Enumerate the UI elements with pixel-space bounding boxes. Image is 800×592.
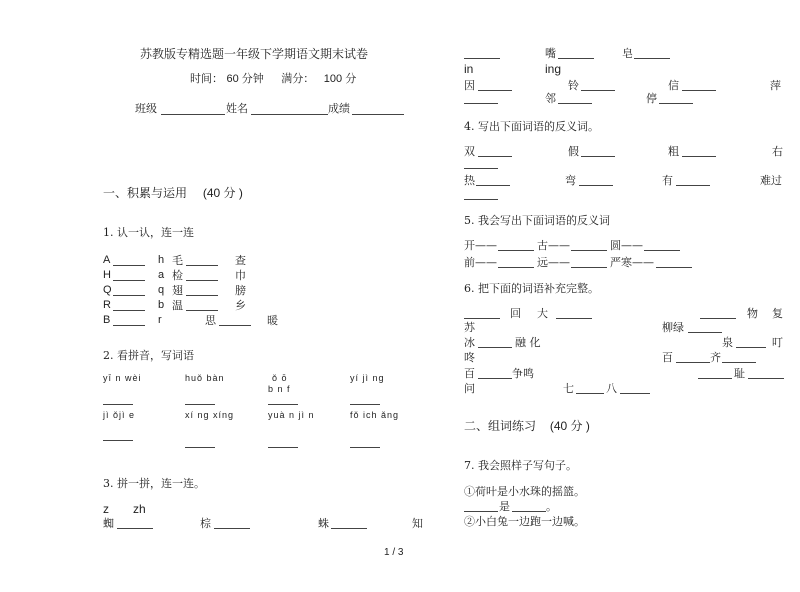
q1-left-q: Q [103,284,112,296]
q6-w18: 七 [563,382,574,395]
q3-char-2: 棕 [200,517,211,530]
q6-blank-13[interactable] [620,393,650,394]
q1-char-wen: 温 [172,299,183,312]
q1-mid-q: q [158,284,165,296]
q1-mid-h: h [158,254,165,266]
q5-word-yanhan: 严寒—— [610,256,654,269]
q7-title: 7. 我会照样子写句子。 [464,459,577,472]
q4-blank-re[interactable] [476,185,510,186]
q1-blank-a[interactable] [113,265,145,266]
q3-letter-z: z [103,502,109,516]
q7-blank-end: 。 [546,500,557,513]
q3-blank-3[interactable] [331,528,367,529]
q2-blank-8[interactable] [350,447,380,448]
q6-w7: 冰 [464,336,475,349]
q6-blank-7[interactable] [676,362,710,363]
time-value: 60 分钟 [226,73,264,85]
r-blank-ting[interactable] [659,103,693,104]
r-char-xin: 信 [668,79,679,92]
q7-example: ①荷叶是小水珠的摇篮。 [464,485,585,498]
q1-blank-si[interactable] [219,325,251,326]
q3-char-1: 蜘 [103,517,114,530]
q6-w14: 百 [464,367,475,380]
q5-blank-yuan2[interactable] [571,267,607,268]
q4-blank-wan[interactable] [579,185,613,186]
page-title: 苏教版专精选题一年级下学期语文期末试卷 [140,47,369,61]
q3-char-3: 蛛 [318,517,329,530]
q5-word-gu: 古—— [537,239,570,252]
q1-left-r: R [103,299,111,311]
q4-blank-nanguo[interactable] [464,199,498,200]
q6-w8: 融 化 [515,336,541,349]
name-blank[interactable] [251,114,328,115]
section1-title-text: 一、积累与运用 [103,186,188,200]
q1-title: 1. 认一认，连一连 [103,226,194,239]
q5-blank-gu[interactable] [571,250,607,251]
q6-w19: 八 [606,382,617,395]
q5-title: 5. 我会写出下面词语的反义词 [464,214,610,227]
score-label: 满分： [281,72,315,85]
q6-w17: 问 [464,382,475,395]
grade-label: 成绩 [328,102,350,115]
q6-w5: 苏 [464,321,475,334]
name-label: 姓名 [226,102,248,115]
q1-blank-wen[interactable] [186,310,218,311]
q1-char-nuan: 暖 [267,314,278,327]
q5-blank-qian[interactable] [498,267,534,268]
q1-char-bang: 膀 [235,284,246,297]
r-pinyin-ing: ing [545,62,562,76]
q1-blank-q[interactable] [113,295,145,296]
score-value: 100 分 [323,73,357,85]
q2-pinyin-7: yuà n jì n [268,410,315,420]
q6-w10: 叮 [772,336,783,349]
q2-pinyin-5: jì ǒjì e [103,410,136,420]
q2-title: 2. 看拼音，写词语 [103,349,194,362]
section2-title-text: 二、组词练习 [464,419,537,433]
q6-blank-3[interactable] [700,318,736,319]
q3-blank-1[interactable] [117,528,153,529]
q6-w11: 咚 [464,351,475,364]
q1-blank-h[interactable] [113,280,145,281]
q6-blank-5[interactable] [478,347,512,348]
class-label: 班级 [135,102,157,115]
q4-char-nanguo: 难过 [760,174,782,187]
r-char-ting: 停 [646,92,657,105]
grade-blank[interactable] [352,114,404,115]
r-blank-xin[interactable] [682,90,716,91]
q6-w3: 物 [747,307,758,320]
q2-blank-3[interactable] [268,404,298,405]
q2-blank-5[interactable] [103,440,133,441]
q2-pinyin-2: huǒ bàn [185,373,225,383]
q4-char-wan: 弯 [565,174,576,187]
time-label: 时间： [190,72,223,85]
q2-pinyin-1: yī n wèi [103,373,142,383]
q6-blank-10[interactable] [698,378,732,379]
q1-blank-chi[interactable] [186,295,218,296]
q2-blank-7[interactable] [268,447,298,448]
q4-char-cu: 粗 [668,145,679,158]
q2-pinyin-3: ǒ ō [272,373,288,383]
q7-blank-mid: 是 [499,500,510,513]
q1-left-a: A [103,254,111,266]
section2-title [464,420,590,432]
q1-blank-jian[interactable] [186,280,218,281]
r-top-blank-3[interactable] [634,58,670,59]
q1-char-chi: 翅 [172,284,183,297]
r-pinyin-in: in [464,62,474,76]
q2-blank-4[interactable] [350,404,380,405]
q4-blank-cu[interactable] [682,156,716,157]
q4-char-shuang: 双 [464,145,475,158]
q4-blank-jia[interactable] [581,156,615,157]
q5-blank-yanhan[interactable] [656,267,692,268]
q4-char-jia: 假 [568,145,579,158]
q1-char-jian: 检 [172,269,183,282]
section1-points: (40 分 ) [202,186,243,200]
r-char-ping: 萍 [770,79,781,92]
r-top-blank-2[interactable] [558,58,594,59]
q6-w4: 复 [772,307,783,320]
r-blank-lin[interactable] [558,103,592,104]
q3-letter-zh: zh [133,502,146,516]
q6-blank-2[interactable] [556,318,592,319]
q4-blank-shuang[interactable] [478,156,512,157]
q1-char-si: 思 [205,314,216,327]
q1-blank-b[interactable] [113,325,145,326]
q3-title: 3. 拼一拼，连一连。 [103,477,205,490]
q6-blank-9[interactable] [478,378,512,379]
r-top-char-zao: 皂 [622,47,633,60]
r-blank-ling[interactable] [581,90,615,91]
q1-char-cha: 查 [235,254,246,267]
q3-blank-2[interactable] [214,528,250,529]
q7-item2: ②小白兔一边跑一边喊。 [464,515,585,528]
q6-blank-1[interactable] [464,318,500,319]
q3-char-4: 知 [412,517,423,530]
q5-word-qian: 前—— [464,256,497,269]
q4-char-re: 热 [464,174,475,187]
q1-char-mao: 毛 [172,254,183,267]
q6-w2: 大 [537,307,548,320]
q4-blank-you2[interactable] [676,185,710,186]
q4-title: 4. 写出下面词语的反义词。 [464,120,599,133]
q2-pinyin-6: xí ng xíng [185,410,235,420]
section1-title [103,187,243,199]
q4-char-you2: 有 [662,174,673,187]
q5-blank-kai[interactable] [498,250,534,251]
time-info [190,73,356,85]
q6-w15: 争鸣 [512,367,534,380]
q2-pinyin-3b: b n f [268,384,291,394]
q1-char-jin: 巾 [235,269,246,282]
q4-blank-you[interactable] [464,168,498,169]
q6-w6: 柳绿 [662,321,684,334]
q2-blank-6[interactable] [185,447,215,448]
q7-blank-2[interactable] [512,511,546,512]
q6-blank-12[interactable] [576,393,604,394]
q1-mid-a: a [158,269,165,281]
q1-left-h: H [103,269,111,281]
q6-w12: 百 [662,351,673,364]
q6-title: 6. 把下面的词语补充完整。 [464,282,599,295]
r-blank-yin[interactable] [478,90,512,91]
q7-blank-1[interactable] [464,511,498,512]
q6-w16: 耻 [734,367,745,380]
q5-blank-yuan[interactable] [644,250,680,251]
q1-blank-r[interactable] [113,310,145,311]
q6-w1: 回 [510,307,521,320]
q5-word-yuan: 圆—— [610,239,643,252]
q1-char-xiang: 乡 [235,299,246,312]
q1-mid-b: b [158,299,165,311]
q6-w13: 齐 [710,351,721,364]
class-blank[interactable] [161,114,225,115]
q2-blank-2[interactable] [185,404,215,405]
r-top-char-zui: 嘴 [545,47,556,60]
r-top-blank-1[interactable] [464,58,500,59]
q2-pinyin-8: fǒ ich ǎng [350,410,400,420]
q1-blank-mao[interactable] [186,265,218,266]
q6-blank-6[interactable] [736,347,766,348]
r-char-yin: 因 [464,79,475,92]
q1-mid-r: r [158,314,162,326]
q6-blank-4[interactable] [688,332,722,333]
q6-blank-8[interactable] [722,362,756,363]
r-char-ling: 铃 [568,79,579,92]
q4-char-you: 右 [772,145,783,158]
q1-left-b: B [103,314,111,326]
q5-word-yuan2: 远—— [537,256,570,269]
page-number: 1 / 3 [384,547,404,558]
q5-word-kai: 开—— [464,239,497,252]
q2-pinyin-4: yí jì ng [350,373,385,383]
q6-blank-11[interactable] [748,378,784,379]
section2-points: (40 分 ) [549,419,590,433]
q6-w9: 泉 [722,336,733,349]
q2-blank-1[interactable] [103,404,133,405]
r-blank-ping[interactable] [464,103,498,104]
r-char-lin: 邻 [545,92,556,105]
